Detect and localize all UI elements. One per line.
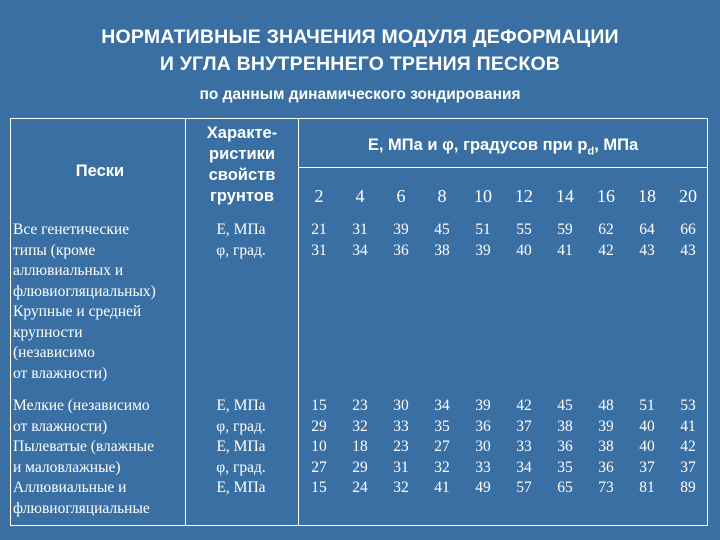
value: 42 <box>680 438 696 455</box>
value: 31 <box>352 221 368 238</box>
value: 33 <box>475 458 491 476</box>
value: 32 <box>434 458 450 476</box>
value: 27 <box>311 458 327 476</box>
value: 39 <box>475 397 491 414</box>
value: 29 <box>352 458 368 476</box>
value-cell <box>340 220 380 261</box>
value: 62 <box>598 221 614 238</box>
value: 33 <box>516 438 532 455</box>
sands-group-1: Все генетические типы (кроме аллювиальных и флювиогляциальных) Крупные и средней крупности (независимо от влажности) <box>13 221 156 382</box>
column-header: 2 <box>314 186 324 206</box>
value: 51 <box>639 397 655 414</box>
column-header: 16 <box>597 186 615 206</box>
column-header: 10 <box>474 186 492 206</box>
value: 36 <box>557 438 573 455</box>
value: 55 <box>516 221 532 238</box>
value: 51 <box>475 221 491 238</box>
value: 33 <box>393 417 409 435</box>
header-group-suffix: , МПа <box>594 136 639 154</box>
value: 37 <box>516 417 532 435</box>
column-header: 18 <box>638 186 656 206</box>
value: 38 <box>434 241 450 259</box>
page-title <box>0 24 720 78</box>
header-sands: Пески <box>75 162 125 180</box>
value: 73 <box>598 479 614 496</box>
value: 38 <box>557 417 573 435</box>
header-characteristics-line: ристики <box>208 145 276 163</box>
value: 36 <box>598 458 614 476</box>
value: 15 <box>311 479 327 496</box>
value: 41 <box>680 417 696 435</box>
value-cell <box>340 396 380 499</box>
value: 64 <box>639 221 655 238</box>
value: 48 <box>598 397 614 414</box>
value: 66 <box>680 221 696 238</box>
value: 35 <box>434 417 450 435</box>
characteristic-label: E, МПа <box>216 438 266 455</box>
value: 38 <box>598 438 614 455</box>
column-header: 20 <box>679 186 697 206</box>
table-header-divider <box>298 167 708 168</box>
column-header: 14 <box>556 186 574 206</box>
value: 31 <box>393 458 409 476</box>
value: 59 <box>557 221 573 238</box>
characteristic-label: E, МПа <box>216 221 266 238</box>
value: 41 <box>557 241 573 259</box>
value: 45 <box>557 397 573 414</box>
value: 10 <box>311 438 327 455</box>
characteristic-label: φ, град. <box>216 241 266 259</box>
value: 53 <box>680 397 696 414</box>
value: 43 <box>680 241 696 259</box>
characteristic-label: E, МПа <box>216 479 266 496</box>
value: 27 <box>434 438 450 455</box>
value: 41 <box>434 479 450 496</box>
value: 39 <box>598 417 614 435</box>
value: 24 <box>352 479 368 496</box>
value-cell <box>381 220 421 261</box>
value-cell <box>668 220 708 261</box>
characteristic-label: E, МПа <box>216 397 266 414</box>
value: 43 <box>639 241 655 259</box>
value: 30 <box>475 438 491 455</box>
value-cell <box>463 396 503 499</box>
value: 34 <box>434 397 450 414</box>
value: 40 <box>639 417 655 435</box>
value-cell <box>586 220 626 261</box>
value-cell <box>422 220 462 261</box>
value-cell <box>545 396 585 499</box>
value: 81 <box>639 479 655 496</box>
value-cell <box>299 396 339 499</box>
characteristics-group-2 <box>186 396 296 499</box>
value-cell <box>504 220 544 261</box>
value: 23 <box>352 397 368 414</box>
title-line-2: И УГЛА ВНУТРЕННЕГО ТРЕНИЯ ПЕСКОВ <box>159 53 561 75</box>
value-cell <box>668 396 708 499</box>
value: 42 <box>516 397 532 414</box>
value: 65 <box>557 479 573 496</box>
header-characteristics <box>186 123 298 207</box>
value: 57 <box>516 479 532 496</box>
column-header: 6 <box>396 186 406 206</box>
value: 32 <box>393 479 409 496</box>
value: 15 <box>311 397 327 414</box>
value: 37 <box>639 458 655 476</box>
value-cell <box>627 220 667 261</box>
value: 31 <box>311 241 327 259</box>
value: 36 <box>393 241 409 259</box>
value: 42 <box>598 241 614 259</box>
sands-group-2: Мелкие (независимо от влажности) Пылеватые (влажные и маловлажные) Аллювиальные и флювиогляциальные <box>13 397 154 517</box>
header-characteristics-line: свойств <box>208 166 276 184</box>
characteristic-label: φ, град. <box>216 458 266 476</box>
column-header: 12 <box>515 186 533 206</box>
value: 34 <box>516 458 532 476</box>
value: 39 <box>393 221 409 238</box>
value: 21 <box>311 221 327 238</box>
value-cell <box>504 396 544 499</box>
value-cell <box>627 396 667 499</box>
value: 40 <box>639 438 655 455</box>
value: 23 <box>393 438 409 455</box>
value: 29 <box>311 417 327 435</box>
header-characteristics-line: грунтов <box>210 187 274 205</box>
title-line-1: НОРМАТИВНЫЕ ЗНАЧЕНИЯ МОДУЛЯ ДЕФОРМАЦИИ <box>101 26 619 48</box>
value: 32 <box>352 417 368 435</box>
value: 45 <box>434 221 450 238</box>
value-cell <box>463 220 503 261</box>
value: 34 <box>352 241 368 259</box>
value: 36 <box>475 417 491 435</box>
value: 30 <box>393 397 409 414</box>
characteristic-label: φ, град. <box>216 417 266 435</box>
value-cell <box>381 396 421 499</box>
value: 35 <box>557 458 573 476</box>
header-group-prefix: E, МПа и φ, градусов при p <box>367 136 588 154</box>
value-cell <box>299 220 339 261</box>
value: 89 <box>680 479 696 496</box>
value-cell <box>586 396 626 499</box>
value-cell <box>422 396 462 499</box>
header-group <box>300 136 706 157</box>
value: 49 <box>475 479 491 496</box>
value: 18 <box>352 438 368 455</box>
value-cell <box>545 220 585 261</box>
header-characteristics-line: Характе- <box>206 124 278 142</box>
value: 37 <box>680 458 696 476</box>
column-header: 8 <box>437 186 447 206</box>
header-group-subscript: d <box>587 145 595 158</box>
page-subtitle: по данным динамического зондирования <box>199 86 521 103</box>
value: 39 <box>475 241 491 259</box>
characteristics-group-1 <box>186 220 296 261</box>
column-header: 4 <box>355 186 365 206</box>
value: 40 <box>516 241 532 259</box>
